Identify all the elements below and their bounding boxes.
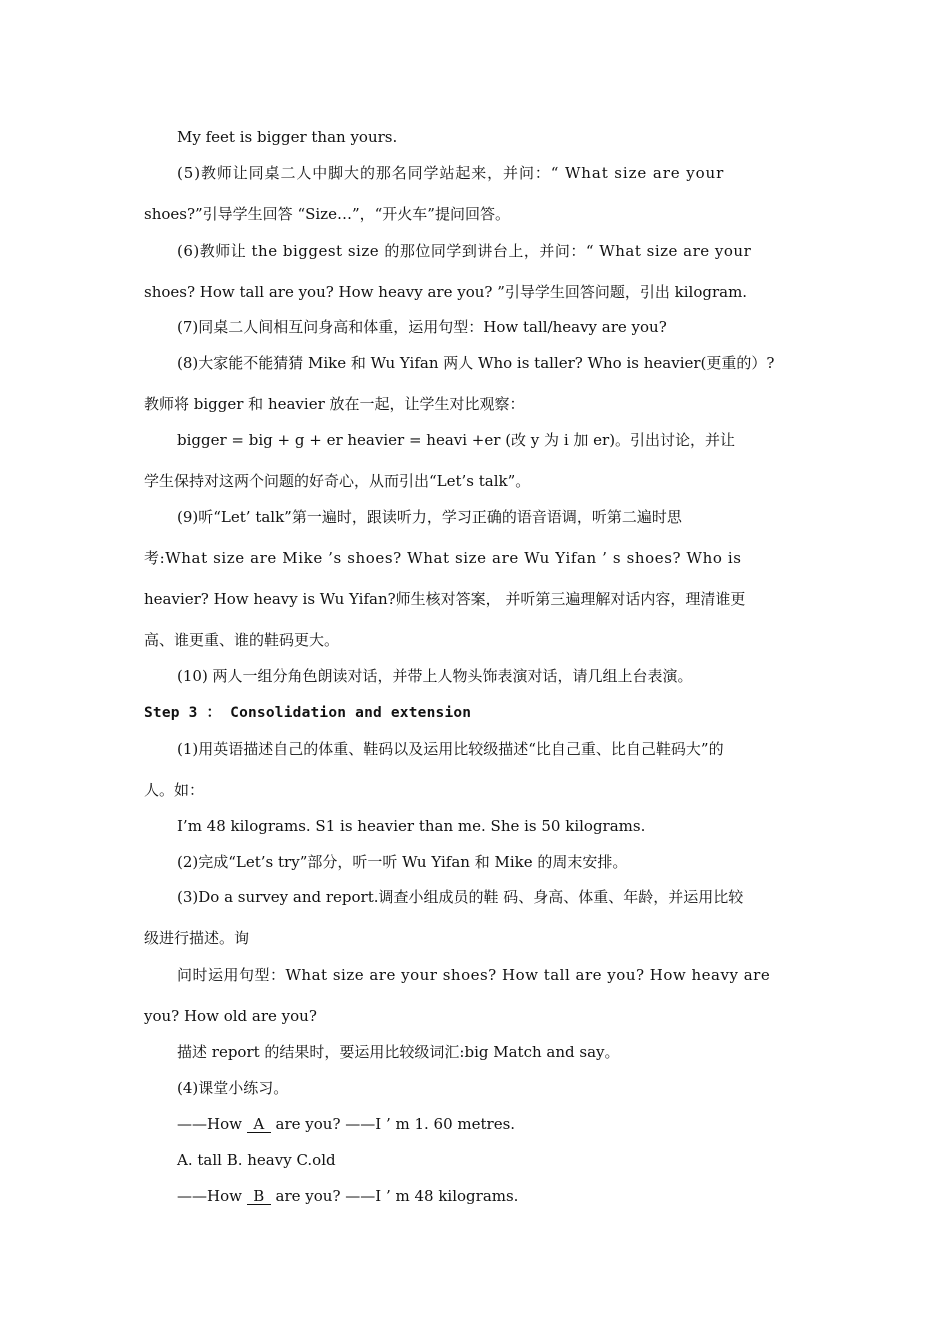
section-heading: Step 3 ： Consolidation and extension xyxy=(144,705,472,721)
text-line: shoes? How tall are you? How heavy are you? ”引导学生回答问题，引出 kilogram. xyxy=(144,283,748,301)
text-line: 人。如： xyxy=(144,781,205,799)
question-suffix: are you? ——I ’ m 1. 60 metres. xyxy=(275,1115,516,1133)
text-line: (3)Do a survey and report.调查小组成员的鞋 码、身高、体重、年龄，并运用比较 xyxy=(177,888,744,906)
text-line: I’m 48 kilograms. S1 is heavier than me. She is 50 kilograms. xyxy=(177,817,646,835)
text-line: (8)大家能不能猜猜 Mike 和 Wu Yifan 两人 Who is taller? Who is heavier(更重的）? xyxy=(177,354,775,372)
text-line: (4)课堂小练习。 xyxy=(177,1079,289,1097)
question-prefix: ——How xyxy=(177,1187,242,1205)
text-line: 教师将 bigger 和 heavier 放在一起，让学生对比观察： xyxy=(144,395,525,413)
text-line: (7)同桌二人间相互问身高和体重，运用句型：How tall/heavy are you? xyxy=(177,318,667,336)
answer-blank: B xyxy=(247,1188,271,1205)
question-prefix: ——How xyxy=(177,1115,242,1133)
text-line: 描述 report 的结果时，要运用比较级词汇:big Match and say。 xyxy=(177,1043,620,1061)
text-line: 级进行描述。询 xyxy=(144,929,250,947)
text-line: (10) 两人一组分角色朗读对话，并带上人物头饰表演对话，请几组上台表演。 xyxy=(177,667,693,685)
exercise-question-2 xyxy=(177,1186,518,1206)
text-line: shoes?”引导学生回答 “Size…”，“开火车”提问回答。 xyxy=(144,205,510,223)
text-line: you? How old are you? xyxy=(144,1007,317,1025)
text-line: bigger = big + g + er heavier = heavi +er (改 y 为 i 加 er)。引出讨论，并让 xyxy=(177,431,736,449)
text-line: (5)教师让同桌二人中脚大的那名同学站起来，并问：“ What size are your xyxy=(177,164,725,182)
text-line: My feet is bigger than yours. xyxy=(177,128,398,146)
exercise-question-1 xyxy=(177,1114,515,1134)
text-line: (1)用英语描述自己的体重、鞋码以及运用比较级描述“比自己重、比自己鞋码大”的 xyxy=(177,740,724,758)
question-suffix: are you? ——I ’ m 48 kilograms. xyxy=(275,1187,519,1205)
text-line: 学生保持对这两个问题的好奇心，从而引出“Let’s talk”。 xyxy=(144,472,531,490)
text-line: 考:What size are Mike ’s shoes? What size are Wu Yifan ’ s shoes? Who is xyxy=(144,549,742,567)
text-line: (2)完成“Let’s try”部分，听一听 Wu Yifan 和 Mike 的周末安排。 xyxy=(177,853,628,871)
text-line: 高、谁更重、谁的鞋码更大。 xyxy=(144,631,340,649)
text-line: (9)听“Let’ talk”第一遍时，跟读听力，学习正确的语音语调，听第二遍时思 xyxy=(177,508,682,526)
text-line: (6)教师让 the biggest size 的那位同学到讲台上，并问：“ What size are your xyxy=(177,242,752,260)
exercise-options: A. tall B. heavy C.old xyxy=(177,1151,336,1169)
answer-blank: A xyxy=(247,1116,271,1133)
text-line: 问时运用句型：What size are your shoes? How tall are you? How heavy are xyxy=(177,966,771,984)
text-line: heavier? How heavy is Wu Yifan?师生核对答案， 并听第三遍理解对话内容，理清谁更 xyxy=(144,590,746,608)
